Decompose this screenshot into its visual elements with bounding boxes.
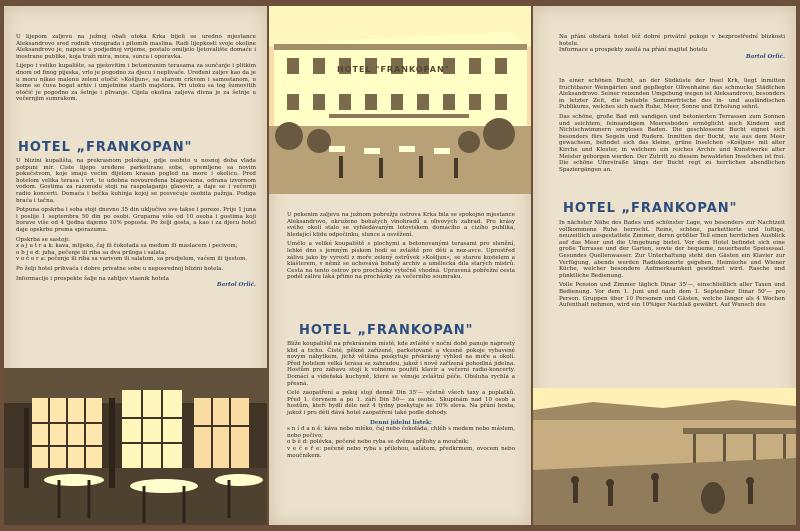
closing-paragraph: Na přání obstará hotel též dobré privátní pokoje v bezprostřední blízkosti hotelu. [559, 34, 785, 47]
hotel-title: HOTEL „FRANKOPAN" [563, 201, 738, 216]
closing-paragraph: Po želji hotel prihvaća i dobre privatne sobe u neposrednoj blizini hotela. [16, 265, 224, 272]
german-hotel-description [559, 220, 785, 312]
panel-croatian [4, 6, 267, 525]
panel-german [533, 6, 796, 525]
intro-paragraph: Lijepo i veliko kupalište, sa pješovitim i betoniranim terasama za sunčanje i plitkim dnom od finog pijeska, vrlo je pogodno za djecu i neplivače. Uređeni zaljev kao da je u moru nikao malenu zeleni otočić »Košljun«, sa starom crkvom i samostanom, u kome se čuva bogat arhiv i umjetnine starih majstora. Pri utoku sa tog šumovitih otočić je pogodno za šetnje i plivanje. Cijela okolina zaljeva divna je za šetnje u večernjim sumrakom. [16, 63, 256, 103]
info-line: Informace a prospekty zasílá na přání majitel hotelu [559, 47, 708, 54]
owner-signature: Bartol Orlić. [216, 282, 256, 289]
description-paragraph: In nächster Nähe des Bades und schönster Lage, wo besonders zur Nachtzeit vollkommene Ruhe herrscht. Reine, schöne, parkettierte und luftige, neuzeitlich ausgestattete Zimmer, deren größter Teil einen herrlichen Ausblick auf das Meer und die Umgebung bietet. Vor dem Hotel befindet sich eine große Terrasse und der Garten, sowie der bequeme, neuerbaute Speisesaal. Gesundes Quellenwasser. Zur Unterhaltung steht den Gästen ein Klavier zur Verfügung, abends werden Radiokonzerte gegeben. Heimische und Wiener Küche, welcher besondere Aufmerksamkeit gewidmet wird. Rasche und pünktliche Bedienung. [559, 220, 785, 279]
meals-heading: Denní jídelní lístek: [370, 419, 432, 426]
price-paragraph: Potpuna opskrba i soba stoji dnevno 35 din uključivo sve takse i poreze. Prije 1 juna i poslije 1 septembra 50 din po osobi. Grupama više od 10 osoba i gostima koji borave više od 4 tjedna dajemo 10% popusta. Po želji gosta, a kao i za djecu hotel daje opskrbu prema sporazumu. [16, 207, 256, 233]
intro-paragraph: In einer schönen Bucht, an der Südküste der Insel Krk, liegt inmitten fruchtbarer Weingärten und gepflegter Olivenhaine das schmucke Städtchen Aleksandrovo. Seiner reizenden Umgebung wegen ist Aleksandrovo, besonders in letzter Zeit, die beliebte Sommerfrische des in- und ausländischen Publikums, welches sich nach Ruhe, Meer, Sonne und Erholung sehnt. [559, 78, 785, 111]
description-paragraph: U blizini kupališta, na prekrasnom položaju, gdje osobito u nosnoj doba vlada potpuni mir. Ciste lijepo uređene parketirane sobe, opremljene sa novim pokućstvom, koje imaju većim dijelom krasan pogled na more i okolicu. Pred hotelom velika terasa i vrt, te udobna novouređena blagovaona, odrana izvornom vodom. Gostima za razonodu stoji na raspolaganju glasovir, a daje se i večernji radio koncerti. Domaća i bečka kuhinja kojoj se posvećuje osobita pažnja. Podiga braća i tačna. [16, 158, 256, 204]
info-line: Informacije i prospekte šalje na zahtjev vlasnik hotela [16, 275, 170, 282]
meals-heading: Opskrba se sastoji: [16, 236, 70, 243]
hotel-title: HOTEL „FRANKOPAN" [299, 323, 474, 338]
meal-item: v e č e r a: pečenje ili riba sa varivom ili salatom, sa predjelom, vaćem ili tjestom. [16, 256, 248, 263]
hotel-exterior-photo [269, 6, 531, 194]
czech-intro-text [287, 212, 515, 284]
meal-item: o b j e d: juha, pečenje ili riba sa dva priloga i salata; [16, 249, 167, 256]
price-paragraph: Celé zaopatření a pokoj stojí denně Din 35'— včetně všech taxy a poplatků. Před 1. červnem a po 1. září Din 50— za osobu. Skupinám nad 10 osob a hostům, kteří bydlí déle než 4 týdny poskytuje se 10% sleva. Na přání hosta, jakož i pro děti dává hotel zaopatření také podle dohody. [287, 390, 515, 416]
harbor-promenade-photo [533, 388, 796, 525]
intro-paragraph: Das schöne, große Bad mit sandigen und betonierten Terrassen zum Sonnen und seichtem, feinsandigem Meeresboden ermöglicht auch Kindern und Nichtschwimmern sorgloses Baden. Die geschlossene Bucht eignet sich besonders fürs Segeln und Rudern. Inmitten der Bucht, wie aus dem Meer gewachsen, befindet sich das kleine, grüne Inselchen »Košljun« mit alter Kirche und Kloster, in welchem ein reiches Archiv und Kunstwerke alter Meister geborgen werden. Der Zutritt zu diesem bewaldeten Inselchen ist frei. Die schöne Uferstraße längs der Bucht regt zu herrlichen abendlichen Spaziergängen an. [559, 113, 785, 173]
hotel-sign: HOTEL "FRANKOPAN" [337, 65, 450, 74]
description-paragraph: Blíže koupaliště na překrásném místě, kde zvláště v noční době panuje naprostý klid a ticho. Čisté, pěkně zařízené, parketované a vkusně pokoje vybavené novým nábytkem, jichž většina poskytuje překrásný výhled na moře a okolí. Před hotelem velká terasa se zahradou, jakož i nově zařízená pohodlná jídelna. Hostům pro zábavu stojí k volnému použití klavír a večerní radio-koncerty. Domácí a vídeňská kuchyně, které se věnuje zvláštní péče. Obsluha rychlá a přesná. [287, 341, 515, 387]
owner-signature: Bartol Orlić. [745, 53, 785, 60]
czech-hotel-description [287, 341, 515, 459]
hotel-title: HOTEL „FRANKOPAN" [18, 140, 193, 155]
intro-paragraph: Umělo a veliké koupaliště s plochymi a betonovanými terasami pro slunění, lehké dno s jemným pískem hodí se zvláště pro děti a nez-avce. Uprostřed zálivu jako by vyrostl z moře zelený ostrůvek »Košljun«, se starou kostelem a klášterem, v němž se uchovává bohatý archiv a umělecká díla starých mistrů. Cesta na tento ostrov pro procházky výtečně vhodná. Upravená pobřežní cesta podél zálivu láká přímo na procházky za večerního soumraku. [287, 241, 515, 281]
meal-item: v e č e ř e: pečeně nebo ryba s přílohou, salátem, předkrmem, ovocem nebo moučníkem. [287, 445, 515, 459]
meal-item: o b ě d: polévka, pečené nebo ryba se dvěma přílohy a moučník; [287, 439, 469, 446]
czech-closing-text [559, 34, 785, 63]
price-paragraph: Volle Pension und Zimmer täglich Dinar 35'—, einschließlich aller Taxen und Bedienung. Vor dem 1. Juni und nach dem 1. September Dinar 50'— pro Person. Gruppen über 10 Personen und Gästen, welche länger als 4 Wochen Aufenthalt nehmen, wird ein 10%iger Nachlaß gewährt. Auf Wunsch des [559, 282, 785, 309]
meal-item: s n í d a n ě: káva nebo mléko, čaj nebo čokoláda, chléb s medem nebo máslem, nebo pečivo; [287, 426, 515, 439]
dining-room-photo [4, 368, 267, 525]
hotel-description [16, 158, 256, 292]
panel-czech [269, 6, 531, 525]
intro-paragraph: U lijepom zaljevu na južnoj obali otoka Krka bijeli se uredno mjestance Aleksandrovo sred rodnih vinograda i pitomih maslina. Radi lijepkosti svoje okoline Aleksandrovo je, napose u podjednoj vrijeme, postalo omiljelo ljetovalište domaće i inostrane publike, koja traži mira, mora, sunca i oporavka. [16, 34, 256, 60]
german-intro-text [559, 78, 785, 176]
meal-item: z a j u t r a k: kava, mlijeko, čaj ili čokolada sa medom ili maslacem i pecivom; [16, 243, 238, 250]
intro-paragraph: U pekenim zaljevu na južnom pobrežju ostrova Krka bila se spokojno mjestance Aleksandrovo, okruženo bohatých vinohradů a olivových zahrad. Pro krásy svého okolí stalo se vyhledávaným letoviskem domácího a cizího publika, hledající klidu odpočinku, slunce a osvěžení. [287, 212, 515, 238]
intro-text [16, 34, 256, 106]
